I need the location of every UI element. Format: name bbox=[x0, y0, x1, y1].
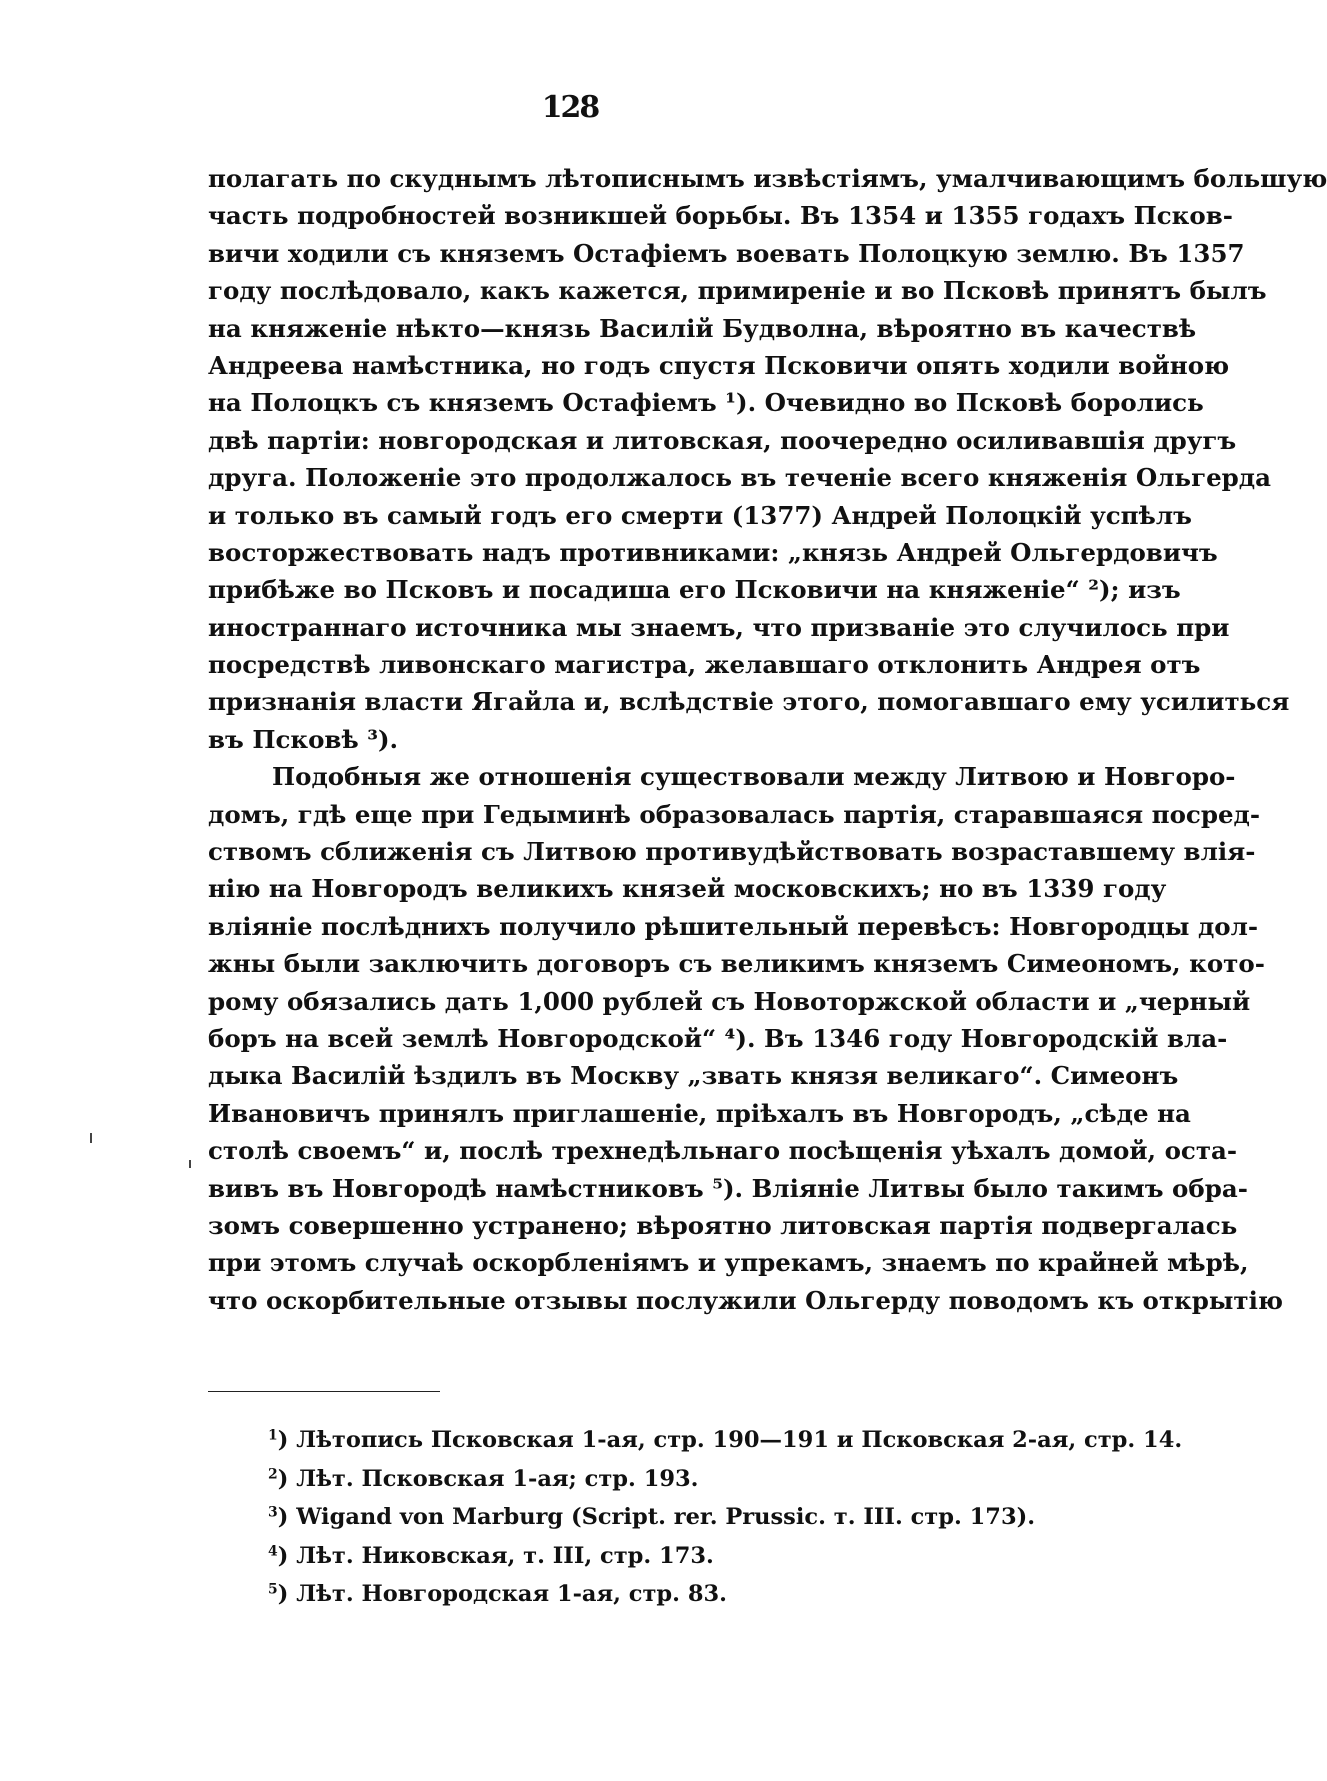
footnote-text: Лѣт. Никовская, т. III, стр. 173. bbox=[296, 1542, 714, 1569]
footnote-text: Лѣт. Новгородская 1-ая, стр. 83. bbox=[296, 1581, 727, 1607]
text-line: боръ на всей землѣ Новгородской“ ⁴). Въ 1346 году Новгородскій вла- bbox=[208, 1023, 1228, 1053]
text-line: на Полоцкъ съ княземъ Остафіемъ ¹). Очевидно во Псковѣ боролись bbox=[208, 388, 1204, 418]
text-line: домъ, гдѣ еще при Гедыминѣ образовалась партія, старавшаяся посред- bbox=[208, 799, 1261, 829]
text-line: двѣ партіи: новгородская и литовская, поочередно осиливавшія другъ bbox=[208, 425, 1237, 455]
text-line: столѣ своемъ“ и, послѣ трехнедѣльнаго посѣщенія уѣхалъ домой, оста- bbox=[208, 1136, 1238, 1166]
page-number: 128 bbox=[541, 90, 599, 125]
text-line: въ Псковѣ ³). bbox=[208, 724, 399, 754]
footnote-item: $^1$) Лѣтопись Псковская 1-ая, стр. 190—191 и Псковская 2-ая, стр. 14. bbox=[268, 1427, 1183, 1453]
text-line: вичи ходили съ княземъ Остафіемъ воевать Полоцкую землю. Въ 1357 bbox=[208, 238, 1245, 268]
text-line: друга. Положеніе это продолжалось въ теченіе всего княженія Ольгерда bbox=[208, 463, 1271, 493]
footnote-item: $^3$) Wigand von Marburg (Script. rer. Prussic. т. III. стр. 173). bbox=[268, 1504, 1036, 1530]
text-line: ствомъ сближенія съ Литвою противудѣйствовать возраставшему влія- bbox=[208, 837, 1256, 867]
scan-speck bbox=[90, 1133, 92, 1143]
footnote-marker: 3 bbox=[268, 1504, 278, 1521]
text-line: посредствѣ ливонскаго магистра, желавшаго отклонить Андрея отъ bbox=[208, 650, 1201, 680]
footnote-item: $^4$) Лѣт. Никовская, т. III, стр. 173. bbox=[268, 1542, 714, 1569]
text-line: зомъ совершенно устранено; вѣроятно литовская партія подвергалась bbox=[208, 1210, 1238, 1240]
paragraph-1 bbox=[208, 160, 1327, 758]
text-line: и только въ самый годъ его смерти (1377) Андрей Полоцкій успѣлъ bbox=[208, 500, 1192, 530]
text-line: признанія власти Ягайла и, вслѣдствіе этого, помогавшаго ему усилиться bbox=[208, 687, 1290, 717]
footnote-marker: 4 bbox=[268, 1542, 278, 1559]
text-line: Андреева намѣстника, но годъ спустя Псковичи опять ходили войною bbox=[208, 350, 1230, 380]
footnote-text: Wigand von Marburg (Script. rer. Prussic. т. III. стр. 173). bbox=[296, 1504, 1036, 1530]
footnote-marker: 1 bbox=[268, 1427, 278, 1444]
text-line: на княженіе нѣкто—князь Василій Будволна, вѣроятно въ качествѣ bbox=[208, 313, 1197, 343]
text-line: рому обязались дать 1,000 рублей съ Новоторжской области и „черный bbox=[208, 986, 1251, 1016]
footnote-marker: 2 bbox=[268, 1465, 278, 1482]
text-line: полагать по скуднымъ лѣтописнымъ извѣстіямъ, умалчивающимъ большую bbox=[208, 164, 1327, 193]
footnote-text: Лѣтопись Псковская 1-ая, стр. 190—191 и Псковская 2-ая, стр. 14. bbox=[296, 1427, 1183, 1453]
text-line: вивъ въ Новгородѣ намѣстниковъ ⁵). Вліяніе Литвы было такимъ обра- bbox=[208, 1173, 1248, 1203]
text-line: при этомъ случаѣ оскорбленіямъ и упрекамъ, знаемъ по крайней мѣрѣ, bbox=[208, 1248, 1249, 1278]
text-line: Ивановичъ принялъ приглашеніе, пріѣхалъ въ Новгородъ, „сѣде на bbox=[208, 1098, 1191, 1128]
paragraph-2 bbox=[208, 758, 1284, 1319]
footnote-text: Лѣт. Псковская 1-ая; стр. 193. bbox=[296, 1465, 699, 1492]
text-line: иностраннаго источника мы знаемъ, что призваніе это случилось при bbox=[208, 612, 1230, 642]
text-line: часть подробностей возникшей борьбы. Въ 1354 и 1355 годахъ Псков- bbox=[208, 201, 1233, 231]
footnote-item: $^2$) Лѣт. Псковская 1-ая; стр. 193. bbox=[268, 1465, 699, 1492]
scan-speck bbox=[189, 1160, 191, 1168]
text-line: году послѣдовало, какъ кажется, примиреніе и во Псковѣ принятъ былъ bbox=[208, 276, 1267, 306]
main-text bbox=[208, 160, 1327, 1319]
text-line: что оскорбительные отзывы послужили Ольгерду поводомъ къ открытію bbox=[208, 1285, 1284, 1315]
text-line: жны были заключить договоръ съ великимъ княземъ Симеономъ, кото- bbox=[208, 949, 1265, 979]
footnotes bbox=[268, 1421, 1183, 1614]
text-line: Подобныя же отношенія существовали между Литвою и Новгоро- bbox=[272, 762, 1236, 792]
text-line: дыка Василій ѣздилъ въ Москву „звать князя великаго“. Симеонъ bbox=[208, 1061, 1179, 1091]
text-line: восторжествовать надъ противниками: „князь Андрей Ольгердовичъ bbox=[208, 537, 1218, 567]
text-line: прибѣже во Псковъ и посадиша его Псковичи на княженіе“ ²); изъ bbox=[208, 575, 1181, 605]
footnote-divider bbox=[208, 1391, 440, 1392]
footnote-marker: 5 bbox=[268, 1581, 278, 1598]
text-line: вліяніе послѣднихъ получило рѣшительный перевѣсъ: Новгородцы дол- bbox=[208, 911, 1259, 941]
footnote-item: $^5$) Лѣт. Новгородская 1-ая, стр. 83. bbox=[268, 1581, 727, 1607]
text-line: нію на Новгородъ великихъ князей московскихъ; но въ 1339 году bbox=[208, 874, 1167, 904]
